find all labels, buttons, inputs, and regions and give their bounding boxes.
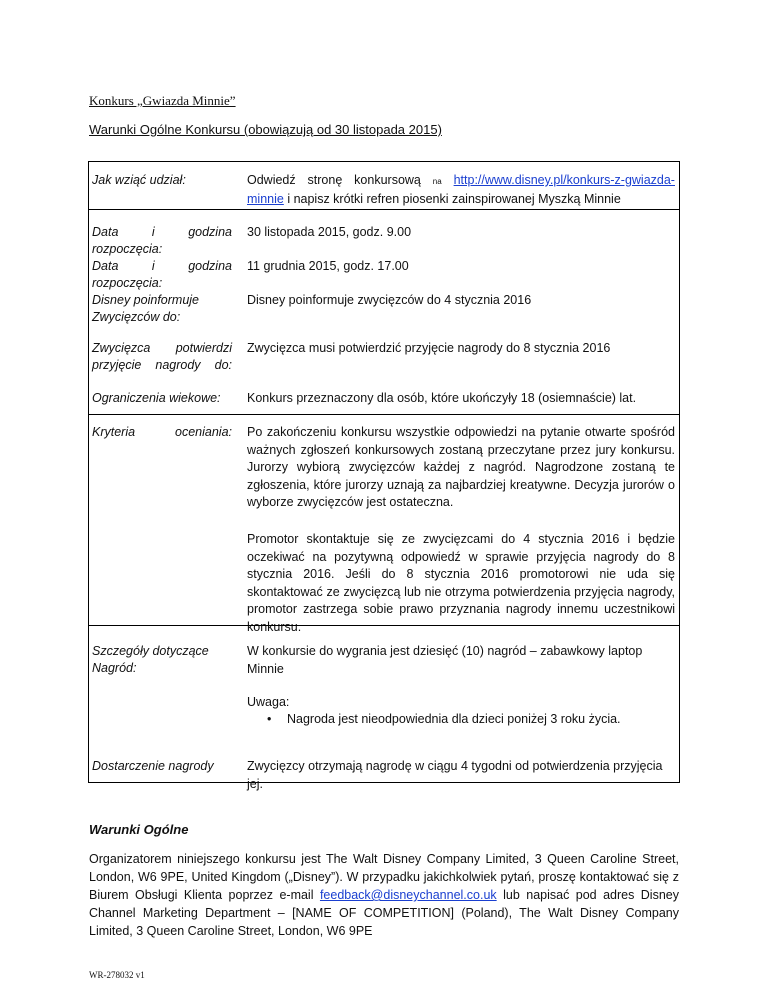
value-age: Konkurs przeznaczony dla osób, które ukończyły 18 (osiemnaście) lat. bbox=[247, 391, 637, 405]
row-divider bbox=[89, 414, 679, 415]
document-subtitle: Warunki Ogólne Konkursu (obowiązują od 30 listopada 2015) bbox=[89, 122, 442, 137]
label-age: Ograniczenia wiekowe: bbox=[92, 391, 221, 405]
value-confirm: Zwycięzca musi potwierdzić przyjęcie nagrody do 8 stycznia 2016 bbox=[247, 341, 611, 355]
label-prizes: Szczegóły dotyczące Nagród: bbox=[92, 644, 209, 675]
value-notify: Disney poinformuje zwycięzców do 4 stycznia 2016 bbox=[247, 293, 532, 307]
row-divider bbox=[89, 209, 679, 210]
row-divider bbox=[89, 625, 679, 626]
value-delivery: Zwycięzcy otrzymają nagrodę w ciągu 4 tygodni od potwierdzenia przyjęcia jej. bbox=[247, 759, 663, 791]
document-footer-id: WR-278032 v1 bbox=[89, 970, 145, 980]
document-title: Konkurs „Gwiazda Minnie” bbox=[89, 93, 236, 108]
prizes-note-heading: Uwaga: bbox=[247, 695, 290, 709]
bullet-icon: • bbox=[267, 712, 272, 726]
label-participate: Jak wziąć udział: bbox=[92, 173, 186, 187]
contest-link[interactable]: http://www.disney.pl/konkurs-z-gwiazda-minnie bbox=[247, 173, 675, 206]
prizes-note-bullet: • Nagroda jest nieodpowiednia dla dzieci poniżej 3 roku życia. bbox=[267, 711, 667, 729]
label-criteria: Kryteria oceniania: bbox=[92, 425, 232, 439]
general-conditions-text: Organizatorem niniejszego konkursu jest The Walt Disney Company Limited, 3 Queen Caroline Street, London, W6 9PE, United Kingdom („Disney”). W przypadku jakichkolwiek pytań, proszę kontaktować się z Biurem Obsługi Klienta poprzez e-mail feedback@disneychannel.co.uk lub napisać pod adres Disney Channel Marketing Department – [NAME OF COMPETITION] (Poland), The Walt Disney Company Limited, 3 Queen Caroline Street, London, W6 9PE bbox=[89, 852, 679, 938]
value-start: 30 listopada 2015, godz. 9.00 bbox=[247, 225, 412, 239]
label-notify: Disney poinformuje Zwycięzców do: bbox=[92, 293, 199, 324]
value-criteria-p1: Po zakończeniu konkursu wszystkie odpowiedzi na pytanie otwarte spośród ważnych zgłoszeń konkursowych zostaną przeczytane przez jury konkursu. Jurorzy wybiorą zwycięzców każdej z nagród. Nagrodzone zostaną te zgłoszenia, które jurorzy uznają za najbardziej kreatywne. Decyzja jurorów o wyborze zwycięzców jest ostateczna. bbox=[247, 425, 675, 509]
label-delivery: Dostarczenie nagrody bbox=[92, 759, 214, 773]
label-confirm: Zwycięzca potwierdzi przyjęcie nagrody do: bbox=[92, 341, 232, 372]
value-criteria-p2: Promotor skontaktuje się ze zwycięzcami do 4 stycznia 2016 i będzie oczekiwać na pozytywną odpowiedź w sprawie przyjęcia nagrody do 8 stycznia 2016. Jeśli do 8 stycznia 2016 promotorowi nie uda się skontaktować ze zwycięzcą lub nie otrzyma potwierdzenia przyjęcia nagrody, promotor zastrzega sobie prawo przyznania nagrody innemu uczestnikowi konkursu. bbox=[247, 532, 675, 634]
feedback-email-link[interactable]: feedback@disneychannel.co.uk bbox=[319, 888, 497, 902]
value-end: 11 grudnia 2015, godz. 17.00 bbox=[247, 259, 409, 273]
label-end: Data i godzina rozpoczęcia: bbox=[92, 259, 232, 290]
contest-terms-table bbox=[88, 161, 680, 791]
value-prizes: W konkursie do wygrania jest dziesięć (10) nagród – zabawkowy laptop Minnie bbox=[247, 644, 643, 676]
label-start: Data i godzina rozpoczęcia: bbox=[92, 225, 232, 256]
general-conditions-heading: Warunki Ogólne bbox=[89, 822, 189, 837]
value-participate: Odwiedź stronę konkursową na http://www.disney.pl/konkurs-z-gwiazda-minnie i napisz krótki refren piosenki zainspirowanej Myszką Minnie bbox=[247, 173, 675, 206]
